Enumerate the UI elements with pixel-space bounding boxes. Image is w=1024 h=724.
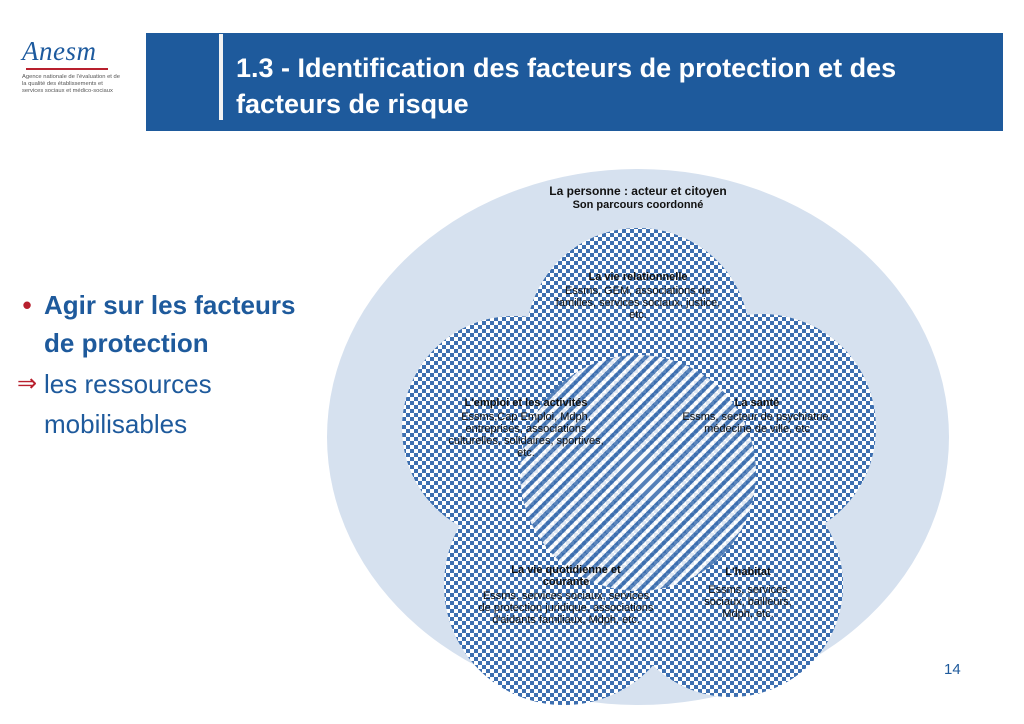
logo-subtitle: Agence nationale de l’évaluation et de la qualité des établissements et services sociaux et médico-sociaux (22, 74, 120, 94)
sub-item-text: les ressources mobilisables (44, 369, 212, 439)
bullet-dot-icon: • (22, 290, 32, 320)
implies-arrow-icon: ⇒ (16, 370, 38, 397)
petal-text: Essms, services sociaux, bailleurs, Mdph, etc. (704, 584, 792, 620)
title-separator (219, 34, 223, 120)
outer-title: La personne : acteur et citoyen (549, 184, 727, 198)
diagram-svg (326, 165, 954, 717)
petal-label-emploi (438, 397, 614, 459)
protection-factors-diagram (326, 165, 954, 722)
anesm-logo (22, 38, 122, 95)
petal-text: Essms, secteur de psychiatrie, médecine de ville, etc (682, 411, 832, 435)
bullet-main-text: Agir sur les facteurs de protection (44, 290, 296, 358)
petal-text: Essms,Cap Emploi, Mdph, entreprises, associations culturelles, solidaires, sportives, etc. (448, 411, 604, 459)
diagram-center (520, 355, 756, 591)
petal-title: La vie relationnelle (588, 271, 688, 283)
petal-text: Essms, GEM, associations de familles, services sociaux, justice, etc. (555, 285, 721, 321)
logo-rule (26, 68, 108, 70)
logo-wordmark: Anesm (22, 36, 97, 66)
petal-title: La santé (734, 397, 780, 409)
petal-label-vie-quotidienne (476, 564, 656, 626)
petal-title: La vie quotidienne et courante (511, 564, 621, 588)
petal-title: L'habitat (725, 566, 771, 578)
petal-label-vie-relationnelle (548, 271, 728, 321)
outer-subtitle: Son parcours coordonné (572, 199, 704, 211)
slide-title: 1.3 - Identification des facteurs de protection et des facteurs de risque (236, 53, 897, 119)
sub-item (10, 364, 330, 444)
page-number: 14 (944, 661, 961, 678)
outer-label (506, 185, 770, 211)
petal-label-habitat (694, 566, 802, 620)
petal-title: L'emploi et les activités (464, 397, 588, 409)
petal-label-sante (672, 397, 842, 435)
petal-text: Essms, services sociaux, services de protection juridique, associations d'aidants familiaux, Mdph, etc. (478, 590, 654, 626)
bullet-block (10, 286, 330, 444)
bullet-item (10, 286, 330, 362)
